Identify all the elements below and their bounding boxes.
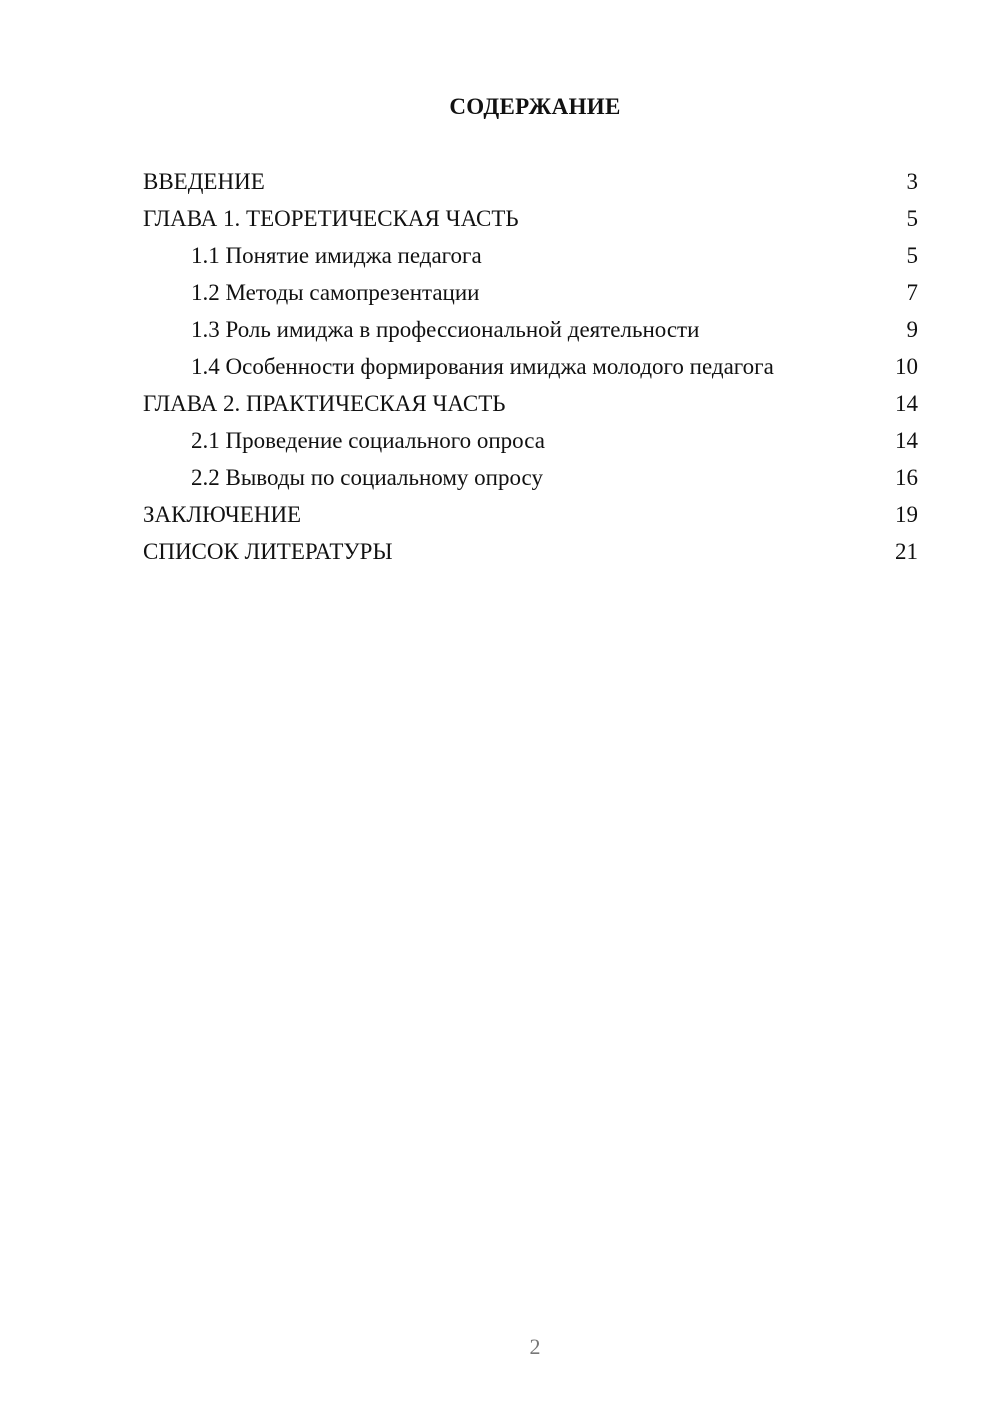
toc-entry-label: 1.1 Понятие имиджа педагога <box>191 243 482 268</box>
toc-entry-label: 1.2 Методы самопрезентации <box>191 280 480 305</box>
toc-entry-section-1-1[interactable] <box>143 242 918 270</box>
toc-entry-page: 7 <box>906 280 918 305</box>
toc-entry-label: 1.4 Особенности формирования имиджа молодого педагога <box>191 354 774 379</box>
toc-entry-label: 2.2 Выводы по социальному опросу <box>191 465 543 490</box>
toc-entry-page: 19 <box>895 502 918 527</box>
toc-entry-section-1-3[interactable] <box>143 316 918 344</box>
toc-entry-references[interactable] <box>143 538 918 566</box>
toc-entry-label: 1.3 Роль имиджа в профессиональной деятельности <box>191 317 700 342</box>
toc-entry-label: ГЛАВА 1. ТЕОРЕТИЧЕСКАЯ ЧАСТЬ <box>143 206 519 231</box>
toc-entry-section-2-2[interactable] <box>143 464 918 492</box>
toc-entry-label: СПИСОК ЛИТЕРАТУРЫ <box>143 539 393 564</box>
toc-entry-section-1-2[interactable] <box>143 279 918 307</box>
toc-entry-page: 10 <box>895 354 918 379</box>
toc-entry-introduction[interactable] <box>143 168 918 196</box>
toc-entry-chapter-2[interactable] <box>143 390 918 418</box>
toc-entry-label: ГЛАВА 2. ПРАКТИЧЕСКАЯ ЧАСТЬ <box>143 391 506 416</box>
toc-entry-page: 5 <box>906 206 918 231</box>
toc-entry-page: 21 <box>895 539 918 564</box>
toc-title: СОДЕРЖАНИЕ <box>449 94 621 119</box>
toc-entry-page: 3 <box>906 169 918 194</box>
page-number: 2 <box>529 1334 541 1359</box>
toc-entry-section-1-4[interactable] <box>143 353 918 381</box>
toc-entry-conclusion[interactable] <box>143 501 918 529</box>
table-of-contents <box>143 168 918 575</box>
toc-entry-section-2-1[interactable] <box>143 427 918 455</box>
toc-entry-label: ЗАКЛЮЧЕНИЕ <box>143 502 302 527</box>
toc-entry-label: ВВЕДЕНИЕ <box>143 169 265 194</box>
toc-entry-chapter-1[interactable] <box>143 205 918 233</box>
toc-entry-page: 14 <box>895 391 918 416</box>
toc-entry-page: 16 <box>895 465 918 490</box>
toc-entry-page: 9 <box>906 317 918 342</box>
toc-entry-label: 2.1 Проведение социального опроса <box>191 428 545 453</box>
toc-entry-page: 5 <box>906 243 918 268</box>
toc-entry-page: 14 <box>895 428 918 453</box>
